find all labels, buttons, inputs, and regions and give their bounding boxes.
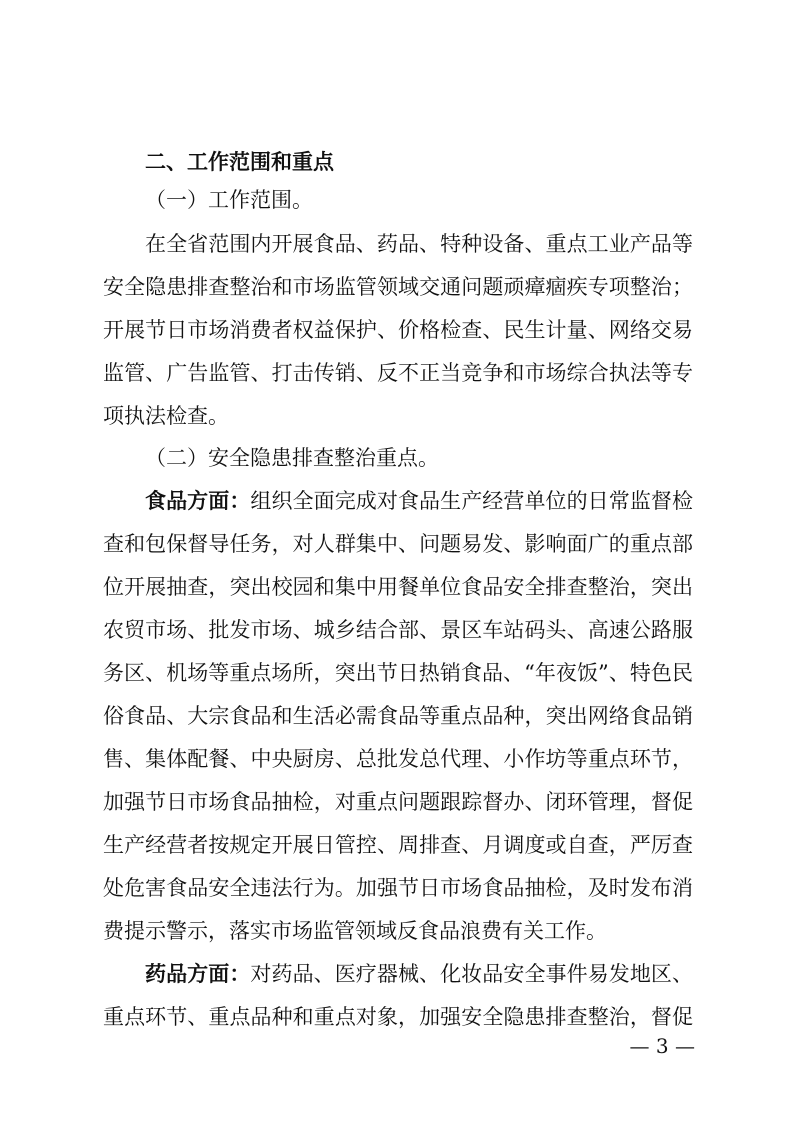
- food-paragraph-line: 费提示警示，落实市场监管领域反食品浪费有关工作。: [103, 919, 607, 943]
- food-paragraph-line: 俗食品、大宗食品和生活必需食品等重点品种，突出网络食品销: [103, 704, 693, 728]
- scope-paragraph-line: 监管、广告监管、打击传销、反不正当竞争和市场综合执法等专: [103, 361, 693, 385]
- food-paragraph-line: 农贸市场、批发市场、城乡结合部、景区车站码头、高速公路服: [103, 618, 693, 642]
- food-paragraph-line: 位开展抽查，突出校园和集中用餐单位食品安全排查整治，突出: [103, 575, 693, 599]
- food-paragraph-first-line: [145, 487, 693, 515]
- drug-paragraph-line: 重点环节、重点品种和重点对象，加强安全隐患排查整治，督促: [103, 1005, 693, 1029]
- scope-paragraph-line: 在全省范围内开展食品、药品、特种设备、重点工业产品等: [145, 232, 693, 256]
- subsection-heading-scope: （一）工作范围。: [145, 188, 313, 212]
- food-paragraph-line: 售、集体配餐、中央厨房、总批发总代理、小作坊等重点环节，: [103, 747, 693, 771]
- food-paragraph-line: 务区、机场等重点场所，突出节日热销食品、“年夜饭”、特色民: [103, 661, 693, 685]
- subsection-heading-key-points: （二）安全隐患排查整治重点。: [145, 446, 439, 470]
- food-paragraph-line: 查和包保督导任务，对人群集中、问题易发、影响面广的重点部: [103, 532, 693, 556]
- food-first-text: 组织全面完成对食品生产经营单位的日常监督检: [250, 489, 694, 513]
- food-paragraph-line: 处危害食品安全违法行为。加强节日市场食品抽检，及时发布消: [103, 876, 693, 900]
- section-heading: 二、工作范围和重点: [145, 150, 334, 174]
- drug-first-text: 对药品、医疗器械、化妆品安全事件易发地区、: [250, 962, 694, 986]
- page-number: — 3 —: [629, 1034, 695, 1058]
- food-paragraph-line: 生产经营者按规定开展日管控、周排查、月调度或自查，严厉查: [103, 833, 693, 857]
- food-label: 食品方面：: [145, 488, 251, 513]
- drug-label: 药品方面：: [145, 961, 251, 986]
- scope-paragraph-line: 开展节日市场消费者权益保护、价格检查、民生计量、网络交易: [103, 318, 693, 342]
- scope-paragraph-line: 安全隐患排查整治和市场监管领域交通问题顽瘴痼疾专项整治；: [103, 275, 693, 299]
- scope-paragraph-line: 项执法检查。: [103, 404, 229, 428]
- food-paragraph-line: 加强节日市场食品抽检，对重点问题跟踪督办、闭环管理，督促: [103, 790, 693, 814]
- drug-paragraph-first-line: [145, 960, 693, 988]
